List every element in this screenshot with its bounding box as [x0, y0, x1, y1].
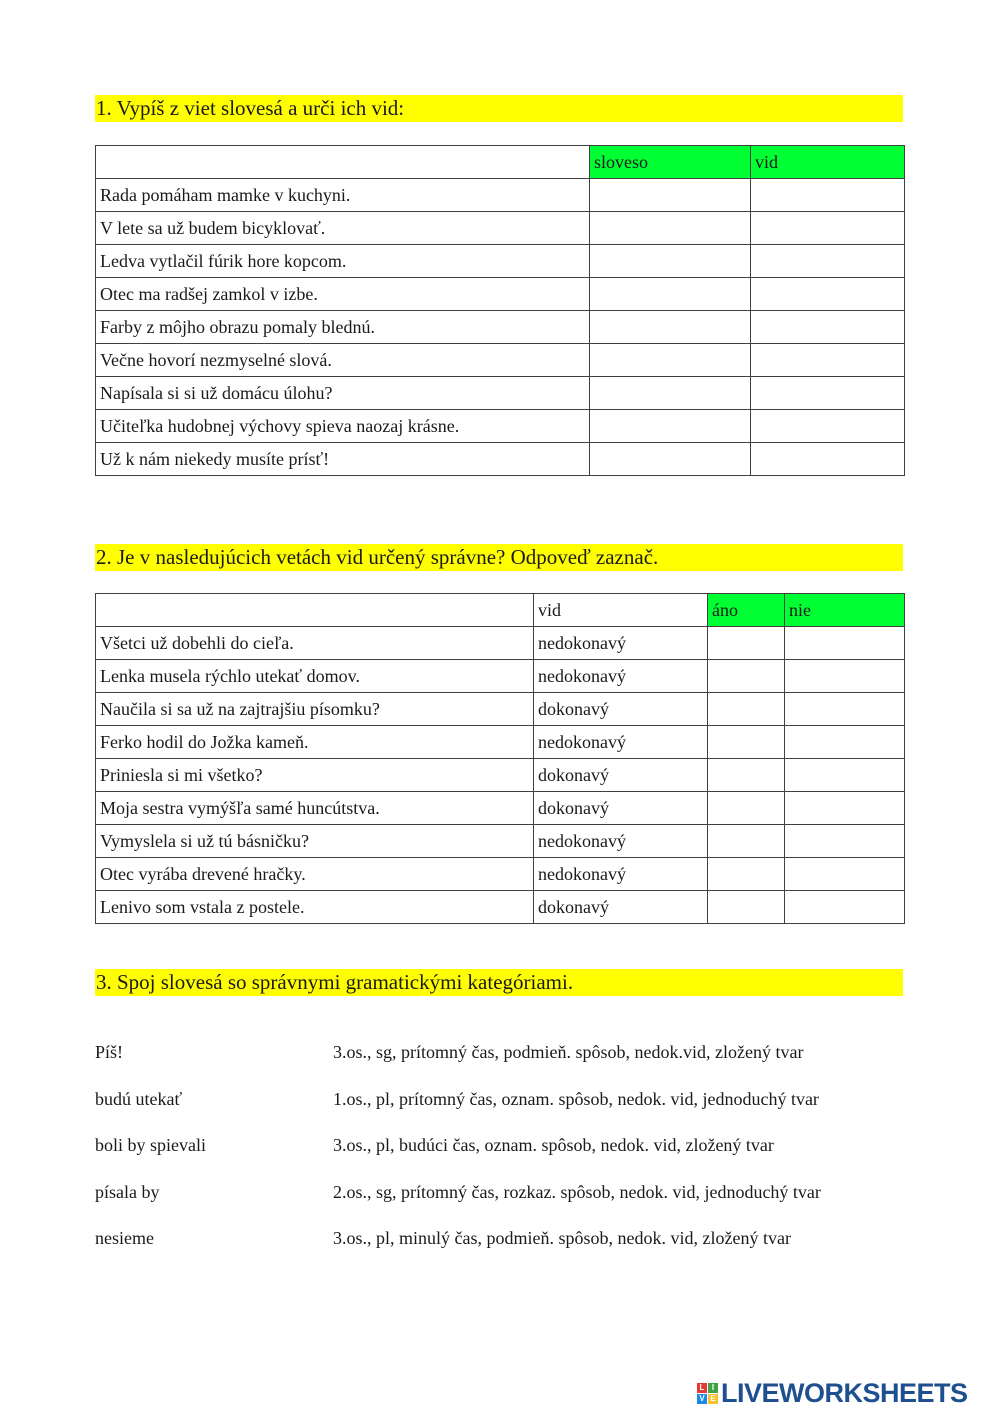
- table-header-row: [96, 146, 905, 179]
- table-row: [96, 344, 905, 377]
- liveworksheets-logo-icon: [697, 1383, 718, 1404]
- nie-answer-cell[interactable]: [785, 759, 905, 792]
- match-verb-item[interactable]: písala by: [95, 1182, 160, 1202]
- table-row: [96, 660, 905, 693]
- header-vid: vid: [751, 146, 905, 179]
- table-row: [96, 627, 905, 660]
- vid-cell: nedokonavý: [534, 726, 708, 759]
- vid-answer-cell[interactable]: [751, 377, 905, 410]
- vid-cell: dokonavý: [534, 891, 708, 924]
- match-verb-item[interactable]: budú utekať: [95, 1089, 183, 1109]
- match-category-item[interactable]: 2.os., sg, prítomný čas, rozkaz. spôsob, nedok. vid, jednoduchý tvar: [333, 1182, 821, 1202]
- sloveso-answer-cell[interactable]: [590, 443, 751, 476]
- sloveso-answer-cell[interactable]: [590, 344, 751, 377]
- table-row: [96, 726, 905, 759]
- ano-answer-cell[interactable]: [708, 693, 785, 726]
- logo-icon-tile: I: [708, 1383, 718, 1393]
- table-header-row: [96, 594, 905, 627]
- vid-input[interactable]: [755, 213, 900, 243]
- vid-answer-cell[interactable]: [751, 245, 905, 278]
- table-row: [96, 245, 905, 278]
- sentence-cell: V lete sa už budem bicyklovať.: [96, 212, 590, 245]
- logo-text: LIVEWORKSHEETS: [721, 1377, 968, 1408]
- vid-answer-cell[interactable]: [751, 443, 905, 476]
- vid-input[interactable]: [755, 411, 900, 441]
- section2-table: [95, 593, 905, 924]
- sentence-cell: Rada pomáham mamke v kuchyni.: [96, 179, 590, 212]
- header-empty: [96, 146, 590, 179]
- vid-answer-cell[interactable]: [751, 344, 905, 377]
- nie-answer-cell[interactable]: [785, 792, 905, 825]
- vid-input[interactable]: [755, 345, 900, 375]
- match-verb-item[interactable]: Píš!: [95, 1042, 124, 1062]
- vid-input[interactable]: [755, 246, 900, 276]
- nie-answer-cell[interactable]: [785, 693, 905, 726]
- sentence-cell: Lenivo som vstala z postele.: [96, 891, 534, 924]
- table-row: [96, 858, 905, 891]
- vid-input[interactable]: [755, 312, 900, 342]
- sentence-cell: Ledva vytlačil fúrik hore kopcom.: [96, 245, 590, 278]
- header-nie: nie: [785, 594, 905, 627]
- nie-answer-cell[interactable]: [785, 825, 905, 858]
- ano-answer-cell[interactable]: [708, 792, 785, 825]
- vid-cell: dokonavý: [534, 759, 708, 792]
- header-sloveso: sloveso: [590, 146, 751, 179]
- ano-answer-cell[interactable]: [708, 825, 785, 858]
- ano-answer-cell[interactable]: [708, 627, 785, 660]
- match-verb-item[interactable]: nesieme: [95, 1228, 154, 1248]
- sloveso-input[interactable]: [594, 345, 746, 375]
- ano-answer-cell[interactable]: [708, 858, 785, 891]
- sentence-cell: Už k nám niekedy musíte prísť!: [96, 443, 590, 476]
- sloveso-input[interactable]: [594, 246, 746, 276]
- vid-input[interactable]: [755, 444, 900, 474]
- nie-answer-cell[interactable]: [785, 660, 905, 693]
- table-row: [96, 443, 905, 476]
- ano-answer-cell[interactable]: [708, 660, 785, 693]
- vid-input[interactable]: [755, 378, 900, 408]
- table-row: [96, 311, 905, 344]
- sentence-cell: Otec ma radšej zamkol v izbe.: [96, 278, 590, 311]
- vid-answer-cell[interactable]: [751, 410, 905, 443]
- match-category-item[interactable]: 1.os., pl, prítomný čas, oznam. spôsob, nedok. vid, jednoduchý tvar: [333, 1089, 819, 1109]
- table-row: [96, 693, 905, 726]
- ano-answer-cell[interactable]: [708, 891, 785, 924]
- header-vid: vid: [534, 594, 708, 627]
- sloveso-input[interactable]: [594, 180, 746, 210]
- logo-icon-tile: L: [697, 1383, 707, 1393]
- sentence-cell: Lenka musela rýchlo utekať domov.: [96, 660, 534, 693]
- section2-title: 2. Je v nasledujúcich vetách vid určený správne? Odpoveď zaznač.: [95, 544, 903, 571]
- liveworksheets-logo: [697, 1378, 968, 1408]
- header-empty: [96, 594, 534, 627]
- header-ano: áno: [708, 594, 785, 627]
- sloveso-answer-cell[interactable]: [590, 278, 751, 311]
- sentence-cell: Napísala si si už domácu úlohu?: [96, 377, 590, 410]
- section3-title: 3. Spoj slovesá so správnymi gramatickými kategóriami.: [95, 969, 903, 996]
- table-row: [96, 212, 905, 245]
- vid-cell: nedokonavý: [534, 858, 708, 891]
- logo-icon-tile: V: [697, 1394, 707, 1404]
- nie-answer-cell[interactable]: [785, 891, 905, 924]
- sentence-cell: Farby z môjho obrazu pomaly blednú.: [96, 311, 590, 344]
- sloveso-answer-cell[interactable]: [590, 410, 751, 443]
- sentence-cell: Moja sestra vymýšľa samé huncútstva.: [96, 792, 534, 825]
- table-row: [96, 759, 905, 792]
- sloveso-input[interactable]: [594, 279, 746, 309]
- sloveso-answer-cell[interactable]: [590, 377, 751, 410]
- sentence-cell: Ferko hodil do Jožka kameň.: [96, 726, 534, 759]
- sentence-cell: Vymyslela si už tú básničku?: [96, 825, 534, 858]
- sloveso-input[interactable]: [594, 213, 746, 243]
- sloveso-answer-cell[interactable]: [590, 212, 751, 245]
- table-row: [96, 891, 905, 924]
- table-row: [96, 179, 905, 212]
- vid-input[interactable]: [755, 180, 900, 210]
- ano-answer-cell[interactable]: [708, 759, 785, 792]
- vid-cell: dokonavý: [534, 693, 708, 726]
- sloveso-answer-cell[interactable]: [590, 311, 751, 344]
- section1-table: [95, 145, 905, 476]
- match-category-item[interactable]: 3.os., sg, prítomný čas, podmieň. spôsob, nedok.vid, zložený tvar: [333, 1042, 804, 1062]
- ano-answer-cell[interactable]: [708, 726, 785, 759]
- vid-cell: nedokonavý: [534, 660, 708, 693]
- sloveso-answer-cell[interactable]: [590, 179, 751, 212]
- vid-answer-cell[interactable]: [751, 212, 905, 245]
- table-row: [96, 792, 905, 825]
- sentence-cell: Všetci už dobehli do cieľa.: [96, 627, 534, 660]
- vid-cell: nedokonavý: [534, 627, 708, 660]
- vid-answer-cell[interactable]: [751, 311, 905, 344]
- nie-answer-cell[interactable]: [785, 726, 905, 759]
- match-category-item[interactable]: 3.os., pl, budúci čas, oznam. spôsob, nedok. vid, zložený tvar: [333, 1135, 774, 1155]
- sentence-cell: Večne hovorí nezmyselné slová.: [96, 344, 590, 377]
- vid-answer-cell[interactable]: [751, 179, 905, 212]
- table-row: [96, 825, 905, 858]
- vid-answer-cell[interactable]: [751, 278, 905, 311]
- vid-cell: nedokonavý: [534, 825, 708, 858]
- sentence-cell: Učiteľka hudobnej výchovy spieva naozaj krásne.: [96, 410, 590, 443]
- sloveso-answer-cell[interactable]: [590, 245, 751, 278]
- sloveso-input[interactable]: [594, 411, 746, 441]
- table-row: [96, 278, 905, 311]
- sloveso-input[interactable]: [594, 378, 746, 408]
- table-row: [96, 410, 905, 443]
- sentence-cell: Naučila si sa už na zajtrajšiu písomku?: [96, 693, 534, 726]
- table-row: [96, 377, 905, 410]
- sloveso-input[interactable]: [594, 444, 746, 474]
- vid-cell: dokonavý: [534, 792, 708, 825]
- sloveso-input[interactable]: [594, 312, 746, 342]
- logo-icon-tile: E: [708, 1394, 718, 1404]
- nie-answer-cell[interactable]: [785, 627, 905, 660]
- vid-input[interactable]: [755, 279, 900, 309]
- match-category-item[interactable]: 3.os., pl, minulý čas, podmieň. spôsob, nedok. vid, zložený tvar: [333, 1228, 791, 1248]
- sentence-cell: Otec vyrába drevené hračky.: [96, 858, 534, 891]
- section1-title: 1. Vypíš z viet slovesá a urči ich vid:: [95, 95, 903, 122]
- match-verb-item[interactable]: boli by spievali: [95, 1135, 206, 1155]
- nie-answer-cell[interactable]: [785, 858, 905, 891]
- sentence-cell: Priniesla si mi všetko?: [96, 759, 534, 792]
